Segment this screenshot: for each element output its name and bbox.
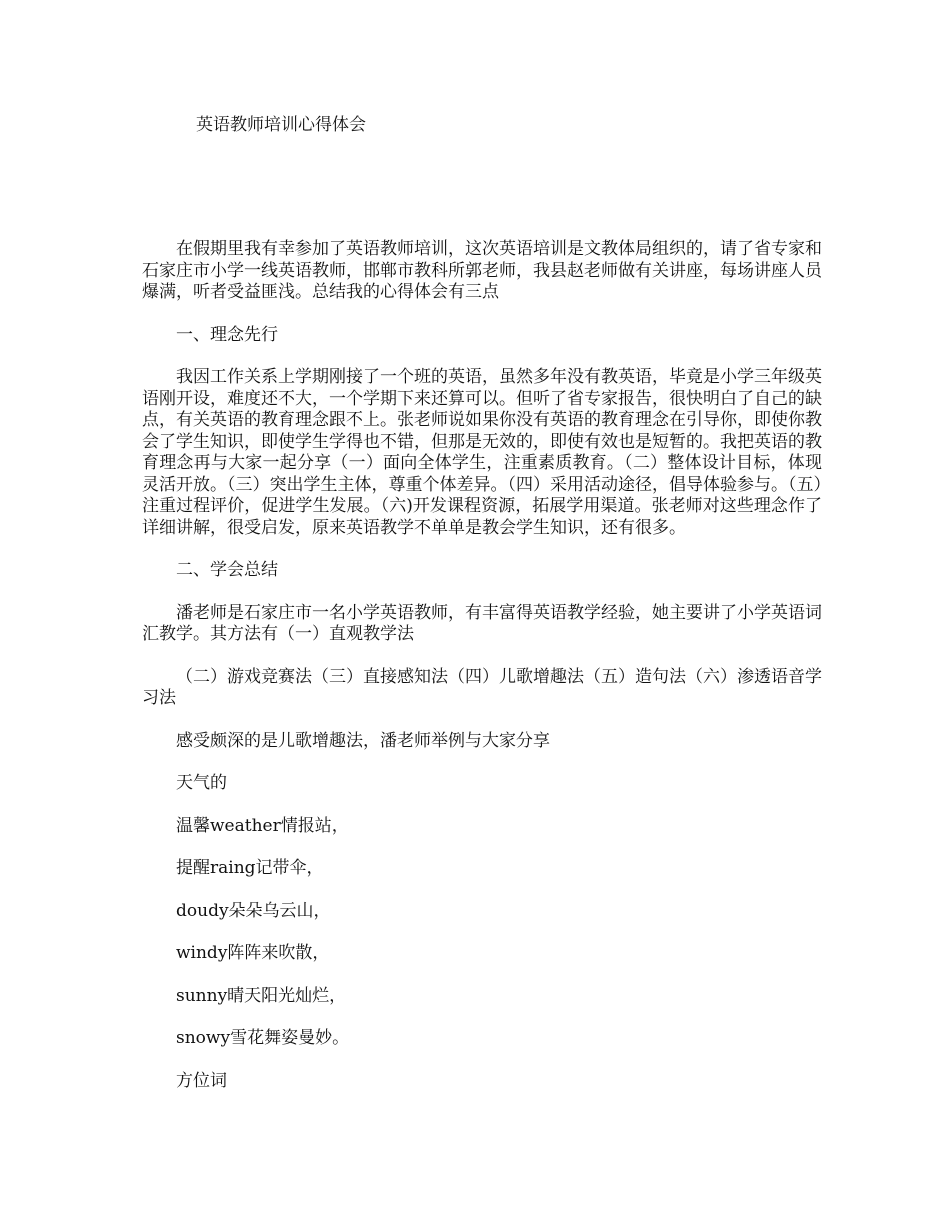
song-line: snowy雪花舞姿曼妙。 bbox=[176, 1028, 350, 1048]
section-heading-1: 一、理念先行 bbox=[176, 324, 278, 345]
song-line: 提醒raing记带伞， bbox=[176, 858, 324, 878]
section-heading-2: 二、学会总结 bbox=[176, 560, 278, 580]
song-line: windy阵阵来吹散， bbox=[176, 943, 330, 963]
section-2-paragraph-1: 潘老师是石家庄市一名小学英语教师，有丰富得英语教学经验，她主要讲了小学英语词汇教学。其方法有（一）直观教学法 bbox=[142, 602, 822, 644]
section-2-paragraph-3: 感受颇深的是儿歌增趣法，潘老师举例与大家分享 bbox=[176, 730, 550, 751]
song-title: 天气的 bbox=[176, 773, 227, 793]
section-1-paragraph: 我因工作关系上学期刚接了一个班的英语，虽然多年没有教英语，毕竟是小学三年级英语刚开设，难度还不大，一个学期下来还算可以。但听了省专家报告，很快明白了自己的缺点，有关英语的教育理念跟不上。张老师说如果你没有英语的教育理念在引导你，即使你教会了学生知识，即使学生学得也不错，但那是无效的，即使有效也是短暂的。我把英语的教育理念再与大家一起分享（一）面向全体学生，注重素质教育。（二）整体设计目标，体现灵活开放。（三）突出学生主体，尊重个体差异。（四）采用活动途径，倡导体验参与。（五）注重过程评价，促进学生发展。（六)开发课程资源，拓展学用渠道。张老师对这些理念作了详细讲解，很受启发，原来英语教学不单单是教会学生知识，还有很多。 bbox=[142, 367, 822, 538]
song-line: doudy朵朵乌云山， bbox=[176, 900, 331, 921]
section-2-paragraph-2: （二）游戏竞赛法（三）直接感知法（四）儿歌增趣法（五）造句法（六）渗透语音学习法 bbox=[142, 666, 822, 708]
document-title: 英语教师培训心得体会 bbox=[196, 115, 366, 135]
intro-paragraph: 在假期里我有幸参加了英语教师培训，这次英语培训是文教体局组织的，请了省专家和石家庄市小学一线英语教师，邯郸市教科所郭老师，我县赵老师做有关讲座，每场讲座人员爆满，听者受益匪浅。总结我的心得体会有三点 bbox=[142, 239, 822, 302]
document-body bbox=[142, 239, 822, 1113]
song-line: 温馨weather情报站， bbox=[176, 815, 349, 836]
next-topic: 方位词 bbox=[176, 1070, 227, 1091]
song-line: sunny晴天阳光灿烂， bbox=[176, 985, 347, 1006]
